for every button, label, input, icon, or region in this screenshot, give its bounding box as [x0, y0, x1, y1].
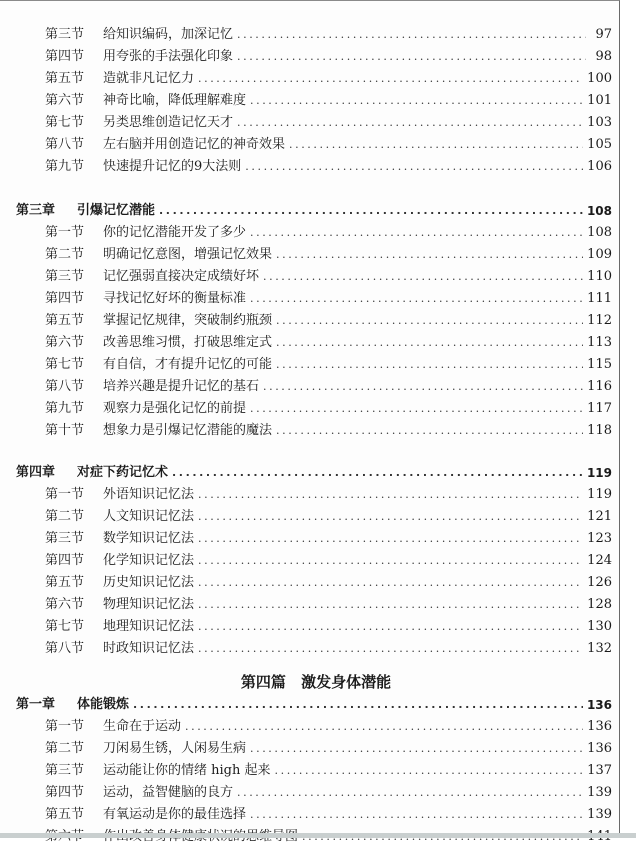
page-number: 139: [587, 785, 612, 800]
page-number: 115: [587, 357, 612, 372]
section-number: 第七节: [45, 357, 85, 372]
toc-entry[interactable]: [0, 351, 612, 373]
leader-dots: [198, 72, 583, 87]
section-number: 第五节: [45, 313, 85, 328]
section-title: 神奇比喻，降低理解难度: [103, 93, 247, 108]
page-number: 139: [587, 807, 612, 822]
section-number: 第三节: [45, 27, 85, 42]
section-number: 第五节: [45, 575, 85, 590]
page-number: 126: [587, 575, 612, 590]
section-title: 造就非凡记忆力: [103, 71, 195, 86]
section-number: 第三节: [45, 531, 85, 546]
section-title: 人文知识记忆法: [103, 509, 195, 524]
leader-dots: [250, 292, 583, 307]
section-number: 第六节: [45, 93, 85, 108]
page-number: 116: [587, 379, 612, 394]
section-title: 外语知识记忆法: [103, 487, 195, 502]
section-number: 第三节: [45, 269, 85, 284]
toc-entry[interactable]: [0, 43, 612, 65]
page-number: 119: [587, 487, 612, 502]
section-title: 用夸张的手法强化印象: [103, 49, 234, 64]
section-number: 第二节: [45, 247, 85, 262]
section-title: 时政知识记忆法: [103, 641, 195, 656]
leader-dots: [198, 510, 583, 525]
page-number: 108: [587, 225, 612, 240]
section-title: 快速提升记忆的9大法则: [103, 159, 242, 174]
section-number: 第八节: [45, 379, 85, 394]
toc-entry[interactable]: [0, 109, 612, 131]
page-number: 137: [587, 763, 612, 778]
page-number: 117: [587, 401, 612, 416]
leader-dots: [289, 138, 583, 153]
section-title: 你的记忆潜能开发了多少: [103, 225, 247, 240]
toc-entry[interactable]: [0, 307, 612, 329]
page-number: 101: [587, 93, 612, 108]
section-number: 第二节: [45, 509, 85, 524]
toc-chapter-entry[interactable]: [0, 197, 612, 219]
toc-entry[interactable]: [0, 613, 612, 635]
section-number: 第五节: [45, 71, 85, 86]
page-number: 100: [587, 71, 612, 86]
page-number: 111: [587, 291, 612, 306]
section-title: 想象力是引爆记忆潜能的魔法: [103, 423, 273, 438]
section-number: 第十节: [45, 423, 85, 438]
leader-dots: [198, 554, 583, 569]
section-number: 第九节: [45, 159, 85, 174]
page-number: 105: [587, 137, 612, 152]
leader-dots: [198, 576, 583, 591]
page-number: 136: [587, 719, 612, 734]
toc-entry[interactable]: [0, 591, 612, 613]
section-title: 明确记忆意图，增强记忆效果: [103, 247, 273, 262]
section-title: 寻找记忆好坏的衡量标准: [103, 291, 247, 306]
leader-dots: [198, 642, 583, 657]
leader-dots: [245, 160, 583, 175]
leader-dots: [237, 28, 586, 43]
section-title: 运动，益智健脑的良方: [103, 785, 234, 800]
chapter-number: 第一章: [16, 697, 56, 712]
section-title: 有氧运动是你的最佳选择: [103, 807, 247, 822]
toc-entry[interactable]: [0, 779, 612, 801]
section-number: 第三节: [45, 763, 85, 778]
leader-dots: [276, 336, 583, 351]
chapter-title: 体能锻炼: [77, 697, 130, 712]
page-number: 118: [587, 423, 612, 438]
toc-entry[interactable]: [0, 395, 612, 417]
toc-entry[interactable]: [0, 241, 612, 263]
toc-entry[interactable]: [0, 285, 612, 307]
section-number: 第七节: [45, 115, 85, 130]
page-number: 103: [587, 115, 612, 130]
toc-entry[interactable]: [0, 757, 612, 779]
leader-dots: [237, 786, 583, 801]
page-bottom-edge: [0, 833, 636, 838]
leader-dots: [198, 620, 583, 635]
toc-entry[interactable]: [0, 373, 612, 395]
page-number: 121: [587, 509, 612, 524]
section-number: 第八节: [45, 137, 85, 152]
section-title: 左右脑并用创造记忆的神奇效果: [103, 137, 286, 152]
leader-dots: [185, 720, 583, 735]
section-number: 第四节: [45, 291, 85, 306]
section-number: 第二节: [45, 741, 85, 756]
section-title: 物理知识记忆法: [103, 597, 195, 612]
toc-entry[interactable]: [0, 735, 612, 757]
toc-entry[interactable]: [0, 417, 612, 439]
toc-entry[interactable]: [0, 87, 612, 109]
section-title: 掌握记忆规律，突破制约瓶颈: [103, 313, 273, 328]
leader-dots: [159, 204, 583, 219]
toc-entry[interactable]: [0, 65, 612, 87]
section-number: 第四节: [45, 553, 85, 568]
page-number: 113: [587, 335, 612, 350]
page-number: 109: [587, 247, 612, 262]
section-number: 第九节: [45, 401, 85, 416]
toc-entry[interactable]: [0, 713, 612, 735]
part-heading: 第四篇 激发身体潜能: [240, 673, 392, 691]
leader-dots: [263, 270, 583, 285]
section-title: 历史知识记忆法: [103, 575, 195, 590]
section-number: 第五节: [45, 807, 85, 822]
page-number: 123: [587, 531, 612, 546]
page-number: 97: [595, 27, 612, 42]
leader-dots: [133, 698, 583, 713]
toc-entry[interactable]: [0, 153, 612, 175]
leader-dots: [275, 764, 584, 779]
leader-dots: [250, 94, 583, 109]
leader-dots: [276, 424, 583, 439]
chapter-title: 引爆记忆潜能: [77, 203, 156, 218]
chapter-number: 第四章: [16, 465, 56, 480]
leader-dots: [237, 116, 583, 131]
leader-dots: [250, 226, 583, 241]
toc-entry[interactable]: [0, 219, 612, 241]
leader-dots: [276, 248, 583, 263]
section-title: 运动能让你的情绪 high 起来: [103, 763, 271, 778]
page-number: 136: [586, 698, 612, 712]
section-number: 第八节: [45, 641, 85, 656]
section-title: 生命在于运动: [103, 719, 182, 734]
leader-dots: [198, 488, 583, 503]
leader-dots: [250, 742, 583, 757]
toc-entry[interactable]: [0, 263, 612, 285]
section-title: 有自信，才有提升记忆的可能: [103, 357, 273, 372]
page-number: 136: [587, 741, 612, 756]
page-number: 119: [586, 466, 612, 480]
page-number: 110: [587, 269, 612, 284]
section-title: 培养兴趣是提升记忆的基石: [103, 379, 260, 394]
section-number: 第一节: [45, 487, 85, 502]
section-number: 第六节: [45, 597, 85, 612]
leader-dots: [198, 532, 583, 547]
toc-entry[interactable]: [0, 801, 612, 823]
section-title: 数学知识记忆法: [103, 531, 195, 546]
chapter-number: 第三章: [16, 203, 56, 218]
page-number: 128: [587, 597, 612, 612]
section-title: 地理知识记忆法: [103, 619, 195, 634]
section-title: 刀闲易生锈，人闲易生病: [103, 741, 247, 756]
toc-entry[interactable]: [0, 635, 612, 657]
leader-dots: [276, 314, 583, 329]
section-title: 化学知识记忆法: [103, 553, 195, 568]
page-number: 106: [587, 159, 612, 174]
section-title: 另类思维创造记忆天才: [103, 115, 234, 130]
leader-dots: [250, 402, 583, 417]
leader-dots: [250, 808, 583, 823]
section-title: 记忆强弱直接决定成绩好坏: [103, 269, 260, 284]
page-number: 124: [587, 553, 612, 568]
leader-dots: [276, 358, 583, 373]
section-title: 改善思维习惯，打破思维定式: [103, 335, 273, 350]
section-number: 第一节: [45, 719, 85, 734]
toc-entry[interactable]: [0, 525, 612, 547]
section-title: 观察力是强化记忆的前提: [103, 401, 247, 416]
toc-entry[interactable]: [0, 21, 612, 43]
page-number: 98: [595, 49, 612, 64]
leader-dots: [198, 598, 583, 613]
leader-dots: [263, 380, 583, 395]
section-title: 给知识编码，加深记忆: [103, 27, 234, 42]
toc-entry[interactable]: [0, 481, 612, 503]
page-number: 132: [587, 641, 612, 656]
leader-dots: [172, 466, 583, 481]
page-number: 112: [587, 313, 612, 328]
section-number: 第七节: [45, 619, 85, 634]
toc-chapter-entry[interactable]: [0, 691, 612, 713]
leader-dots: [237, 50, 586, 65]
section-number: 第六节: [45, 335, 85, 350]
toc-chapter-entry[interactable]: [0, 459, 612, 481]
page-number: 108: [586, 204, 612, 218]
section-number: 第一节: [45, 225, 85, 240]
toc-entry[interactable]: [0, 329, 612, 351]
toc-entry[interactable]: [0, 569, 612, 591]
section-number: 第四节: [45, 785, 85, 800]
toc-entry[interactable]: [0, 547, 612, 569]
page-number: 130: [587, 619, 612, 634]
section-number: 第四节: [45, 49, 85, 64]
toc-entry[interactable]: [0, 131, 612, 153]
chapter-title: 对症下药记忆术: [77, 465, 169, 480]
toc-entry[interactable]: [0, 503, 612, 525]
